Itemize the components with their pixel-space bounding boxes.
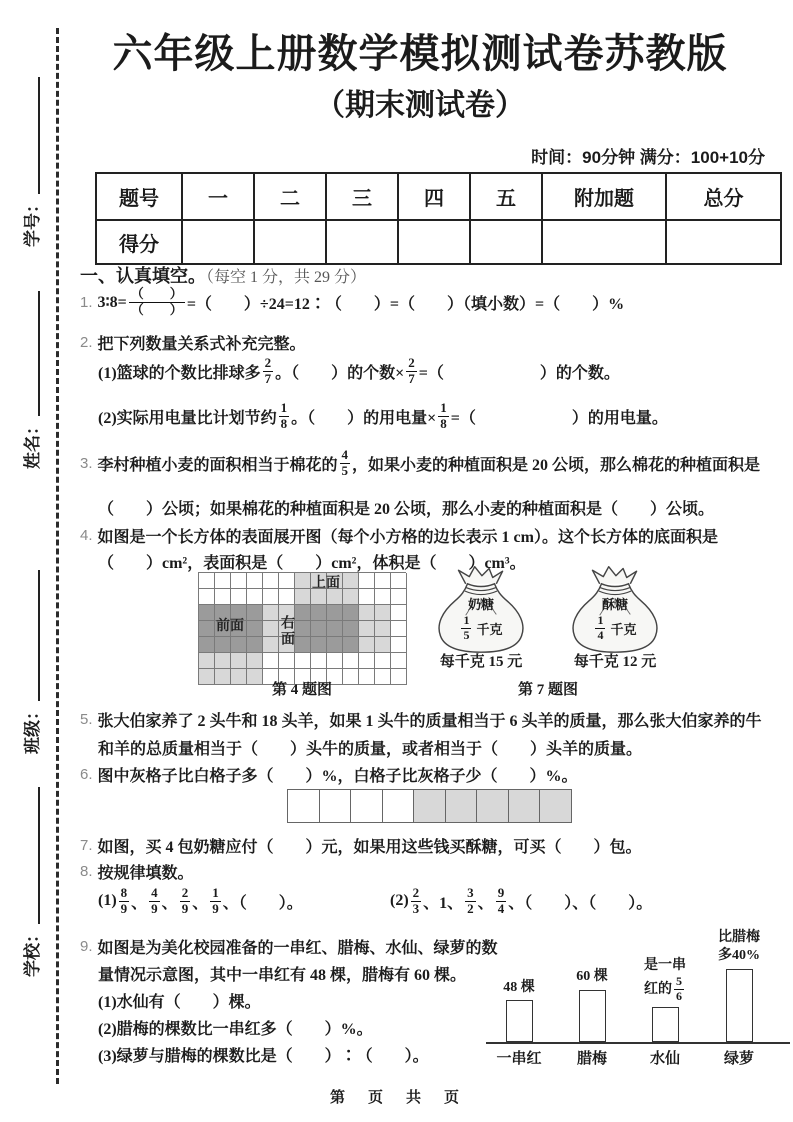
net-cell [375, 621, 391, 637]
score-table-score-row [96, 220, 781, 264]
question-number: 7. [80, 837, 93, 854]
fraction-part: 2 [264, 355, 272, 370]
candy-name: 酥糖 [601, 597, 628, 612]
score-col-header: 总分 [666, 173, 781, 220]
net-cell [359, 621, 375, 637]
margin-field [19, 787, 43, 977]
write-line [38, 570, 40, 701]
text-run: 3∶8= [97, 294, 127, 312]
question-number: 9. [80, 938, 93, 955]
net-cell [343, 605, 359, 621]
white-cell [287, 789, 320, 823]
net-cell [375, 637, 391, 653]
question-5-line-2 [98, 736, 642, 759]
score-col-header: 二 [254, 173, 326, 220]
score-col-header: 四 [398, 173, 470, 220]
fraction [674, 975, 684, 1004]
seal-dashed-line [56, 28, 59, 1084]
x-tick-label: 绿萝 [723, 1051, 754, 1067]
margin-field [19, 291, 43, 469]
net-cell [359, 573, 375, 589]
time-score-info: 时间：90分钟 满分：100+10分 [531, 148, 765, 167]
question-8-part-2 [390, 886, 652, 917]
net-cell [295, 653, 311, 669]
net-cell [263, 653, 279, 669]
fraction-part: 2 [408, 355, 415, 370]
text-run: (1)篮球的个数比排球多 [98, 364, 261, 382]
fraction [465, 886, 476, 917]
candy-price: 每千克 12 元 [573, 654, 657, 670]
fraction-part: 8 [440, 415, 447, 431]
net-cell [311, 637, 327, 653]
bag-text [428, 594, 534, 643]
net-cell [247, 589, 263, 605]
text-run: 、 [192, 894, 209, 912]
score-empty-cell [326, 220, 398, 264]
candy-price: 每千克 15 元 [439, 654, 523, 670]
fraction-part: 6 [676, 989, 682, 1004]
text-run: 、1、 [423, 894, 464, 912]
bar-group [630, 924, 700, 1042]
score-empty-cell [542, 220, 666, 264]
net-label-top: 上面 [312, 576, 340, 591]
question-8-stem: 按规律填数。 [97, 865, 194, 882]
question-3-line-1 [98, 448, 761, 479]
margin-field [19, 77, 43, 247]
white-cell [350, 789, 383, 823]
net-cell [263, 589, 279, 605]
net-cell [215, 589, 231, 605]
net-cell [359, 653, 375, 669]
question-9-sub-1-text: (1)水仙有（ ）棵。 [98, 994, 261, 1011]
net-cell [327, 621, 343, 637]
question-7-text: 如图，买 4 包奶糖应付（ ）元，如果用这些钱买酥糖，可买（ ）包。 [97, 839, 642, 856]
section-title: 一、认真填空。 [80, 266, 206, 286]
net-cell [375, 653, 391, 669]
fraction: $\frac{1}{4}$ [597, 613, 604, 642]
net-cell [391, 605, 407, 621]
margin-field-label: 班级： [23, 703, 42, 754]
net-cell [231, 589, 247, 605]
net-label-front: 前面 [216, 619, 244, 634]
candy-amount [428, 614, 534, 643]
net-cell [391, 621, 407, 637]
fraction-part: 2 [467, 900, 474, 916]
net-cell [311, 589, 327, 605]
net-cell [391, 573, 407, 589]
margin-field-label: 学校： [23, 926, 42, 977]
net-cell [199, 589, 215, 605]
section-one-heading [80, 262, 366, 288]
text-run: 李村种植小麦的面积相当于棉花的 [97, 456, 338, 474]
question-2-part-1 [98, 356, 620, 387]
candy-amount [562, 614, 668, 643]
fraction [119, 886, 130, 917]
text-run: (2)实际用电量比计划节约 [98, 409, 277, 427]
candy-unit: 千克 [476, 621, 503, 637]
net-cell [215, 637, 231, 653]
score-col-header: 三 [326, 173, 398, 220]
fraction-part: 4 [497, 900, 505, 916]
cuboid-net-figure [198, 572, 406, 684]
question-2 [80, 331, 306, 354]
fraction-part: 7 [264, 370, 272, 386]
fraction [496, 886, 507, 917]
milk-candy-bag [428, 564, 534, 671]
question-2-part-2 [98, 401, 668, 432]
net-cell [279, 573, 295, 589]
fraction [279, 401, 290, 432]
text-run: 红的 [644, 981, 672, 997]
question-6-text: 图中灰格子比白格子多（ ）%，白格子比灰格子少（ ）%。 [97, 768, 578, 785]
net-cell [199, 653, 215, 669]
fraction [129, 287, 185, 318]
net-cell [343, 621, 359, 637]
net-cell [247, 637, 263, 653]
net-cell [295, 605, 311, 621]
x-axis-line [486, 1042, 790, 1044]
fraction-part: 1 [280, 400, 288, 415]
net-cell [391, 589, 407, 605]
bar-value-label [503, 979, 535, 997]
question-5 [80, 708, 762, 731]
net-cell [327, 653, 343, 669]
score-col-header: 一 [182, 173, 254, 220]
score-empty-cell [254, 220, 326, 264]
page-subtitle: （期末测试卷） [315, 89, 525, 122]
bar-group [484, 924, 554, 1042]
x-tick-label: 腊梅 [576, 1051, 607, 1067]
question-number: 1. [80, 293, 93, 311]
bar-label-line [718, 947, 760, 965]
score-empty-cell [470, 220, 542, 264]
fraction-part: 3 [467, 885, 474, 900]
bar [579, 990, 606, 1043]
bar-group [557, 924, 627, 1042]
grey-white-strip-figure [287, 789, 572, 823]
bag-text [562, 594, 668, 643]
question-4-line-1: 如图是一个长方体的表面展开图（每个小方格的边长表示 1 cm）。这个长方体的底面积是 [97, 529, 718, 546]
net-cell [327, 605, 343, 621]
text-run: 。（ ）的个数× [275, 364, 405, 382]
question-number: 3. [80, 454, 93, 472]
net-cell [359, 605, 375, 621]
text-run: (2) [390, 892, 409, 910]
net-cell [375, 573, 391, 589]
question-3 [80, 448, 760, 479]
write-line [38, 291, 40, 416]
net-cell [311, 621, 327, 637]
net-cell [247, 573, 263, 589]
score-empty-cell [398, 220, 470, 264]
question-9-line-1: 如图是为美化校园准备的一串红、腊梅、水仙、绿萝的数 [97, 940, 498, 957]
text-run: =（ ）÷24=12∶（ ）=（ ）（填小数）=（ ）% [186, 295, 625, 313]
fraction-part: 8 [280, 415, 288, 431]
question-9-sub-3-text: (3)绿萝与腊梅的棵数比是（ ）∶（ ）。 [98, 1048, 429, 1065]
gray-cell [476, 789, 509, 823]
score-table [95, 172, 782, 265]
fraction-part: 9 [212, 900, 219, 916]
fraction [149, 886, 160, 917]
question-9-line-2-text: 量情况示意图，其中一串红有 48 棵，腊梅有 60 棵。 [98, 967, 467, 984]
net-cell [343, 637, 359, 653]
bar [652, 1007, 679, 1042]
bar-label-line [644, 975, 686, 1004]
net-cell [311, 653, 327, 669]
fraction [438, 401, 449, 432]
question-5-line-1: 张大伯家养了 2 头牛和 18 头羊，如果 1 头牛的质量相当于 6 头羊的质量，那么张大伯家养的牛 [97, 713, 762, 730]
crisp-candy-bag [562, 564, 668, 671]
text-run: 比腊梅 [718, 930, 760, 946]
question-number: 8. [80, 863, 93, 880]
bar-value-label [644, 957, 686, 1004]
net-cell [391, 653, 407, 669]
fraction-part: 9 [151, 900, 158, 916]
text-run: 是一串 [644, 958, 686, 974]
question-number: 5. [80, 711, 93, 728]
question-7 [80, 834, 642, 857]
margin-field-label: 姓名： [23, 418, 42, 469]
fraction-part: （ ） [130, 286, 183, 301]
gray-cell [539, 789, 572, 823]
x-tick-label: 水仙 [649, 1051, 680, 1067]
fraction [263, 356, 274, 387]
fraction-part: 5 [676, 974, 682, 989]
text-run: =（ ）的用电量。 [450, 409, 668, 427]
net-cell [263, 573, 279, 589]
fraction-part: 2 [181, 885, 189, 900]
white-cell [382, 789, 415, 823]
fraction-part: 7 [408, 370, 415, 386]
net-cell [247, 653, 263, 669]
question-9-sub-2 [98, 1016, 373, 1039]
net-cell [215, 653, 231, 669]
gray-cell [413, 789, 446, 823]
flowers-bar-chart [480, 924, 792, 1066]
write-line [38, 787, 40, 924]
margin-field-label: 学号： [23, 196, 42, 247]
fraction: $\frac{1}{5}$ [463, 613, 470, 642]
score-table-header-row [96, 173, 781, 220]
question-number: 2. [80, 334, 93, 351]
page-title: 六年级上册数学模拟测试卷苏教版 [112, 32, 728, 76]
fraction-part: 4 [341, 447, 349, 462]
question-8 [80, 860, 194, 883]
fraction-part: 1 [440, 400, 447, 415]
text-run: 、 [161, 894, 178, 912]
white-cell [319, 789, 352, 823]
net-cell [311, 605, 327, 621]
text-run: 、 [131, 894, 148, 912]
net-cell [279, 589, 295, 605]
question-2-stem: 把下列数量关系式补充完整。 [97, 336, 306, 353]
text-run: 多40% [718, 948, 760, 964]
net-cell [295, 621, 311, 637]
net-cell [327, 637, 343, 653]
question-4 [80, 524, 718, 547]
net-cell [295, 637, 311, 653]
score-table-corner: 题号 [96, 173, 182, 220]
score-col-header: 五 [470, 173, 542, 220]
net-cell [359, 589, 375, 605]
net-cell [295, 589, 311, 605]
question-9-sub-2-text: (2)腊梅的棵数比一串红多（ ）%。 [98, 1021, 373, 1038]
fraction [411, 886, 422, 917]
net-cell [375, 589, 391, 605]
net-cell [231, 637, 247, 653]
page-footer: 第 页 共 页 [329, 1090, 463, 1106]
bar-value-label [718, 929, 760, 965]
net-cell [215, 573, 231, 589]
text-run: 48 棵 [503, 979, 535, 995]
score-row-label: 得分 [96, 220, 182, 264]
fraction [210, 886, 221, 917]
question-9-sub-1 [98, 989, 261, 1012]
fraction-part: 2 [412, 885, 420, 900]
figure-7-caption: 第 7 题图 [517, 682, 578, 698]
bar-value-label [576, 968, 608, 986]
text-run: 。（ ）的用电量× [291, 409, 437, 427]
candy-unit: 千克 [610, 621, 637, 637]
net-cell [343, 653, 359, 669]
x-tick-label: 一串红 [496, 1051, 542, 1067]
bar-label-line [576, 968, 608, 986]
fraction [180, 886, 191, 917]
gray-cell [508, 789, 541, 823]
question-number: 4. [80, 527, 93, 544]
fraction-part: 1 [212, 885, 219, 900]
net-cell [327, 589, 343, 605]
bar [726, 969, 753, 1043]
question-9 [80, 935, 498, 958]
bar-label-line [503, 979, 535, 997]
fraction-part: 9 [497, 885, 505, 900]
net-cell [231, 573, 247, 589]
bar-label-line [644, 957, 686, 975]
question-1-expression [98, 287, 625, 318]
question-4-line-2-text: （ ）cm²，表面积是（ ）cm²，体积是（ ）cm³。 [98, 555, 526, 572]
fraction [406, 356, 417, 387]
fraction-part: 3 [412, 900, 420, 916]
candy-bags-figure [428, 564, 668, 671]
text-run: ，如果小麦的种植面积是 20 公顷，那么棉花的种植面积是 [352, 456, 761, 474]
text-run: 60 棵 [576, 969, 608, 985]
figure-4-caption: 第 4 题图 [271, 682, 332, 698]
section-note: （每空 1 分，共 29 分） [206, 269, 367, 286]
score-empty-cell [182, 220, 254, 264]
gray-cell [445, 789, 478, 823]
question-8-part-1 [98, 886, 303, 917]
bar-group [704, 924, 774, 1042]
net-cell [279, 653, 295, 669]
bar-label-line [718, 929, 760, 947]
fraction-part: 8 [120, 885, 128, 900]
text-run: 、（ ）。 [222, 894, 303, 912]
question-9-sub-3 [98, 1043, 429, 1066]
question-5-line-2-text: 和羊的总质量相当于（ ）头牛的质量，或者相当于（ ）头羊的质量。 [98, 741, 643, 758]
fraction-part: 9 [181, 900, 189, 916]
net-cell [375, 605, 391, 621]
question-3-line-2 [98, 496, 714, 519]
fraction-part: （ ） [130, 301, 183, 317]
fraction-part: 9 [120, 900, 128, 916]
fraction-part: 4 [151, 885, 158, 900]
text-run: 、 [477, 894, 494, 912]
candy-name: 奶糖 [467, 597, 494, 612]
text-run: (1) [98, 892, 117, 910]
net-cell [199, 637, 215, 653]
question-3-line-2-text: （ ）公顷；如果棉花的种植面积是 20 公顷，那么小麦的种植面积是（ ）公顷。 [98, 501, 715, 518]
net-cell [391, 637, 407, 653]
fraction-part: 5 [341, 462, 349, 478]
net-label-right: 右面 [279, 615, 294, 647]
net-cell [343, 589, 359, 605]
text-run: 、（ ）、（ ）。 [508, 894, 653, 912]
write-line [38, 77, 40, 194]
question-6 [80, 763, 578, 786]
question-number: 6. [80, 766, 93, 783]
net-cell [359, 637, 375, 653]
score-col-header: 附加题 [542, 173, 666, 220]
fraction [340, 448, 351, 479]
score-empty-cell [666, 220, 781, 264]
net-cell [231, 653, 247, 669]
net-cell [199, 573, 215, 589]
question-1 [80, 287, 624, 318]
question-9-line-2 [98, 962, 466, 985]
margin-field [19, 570, 43, 754]
bar [506, 1000, 533, 1042]
text-run: =（ ）的个数。 [418, 364, 620, 382]
